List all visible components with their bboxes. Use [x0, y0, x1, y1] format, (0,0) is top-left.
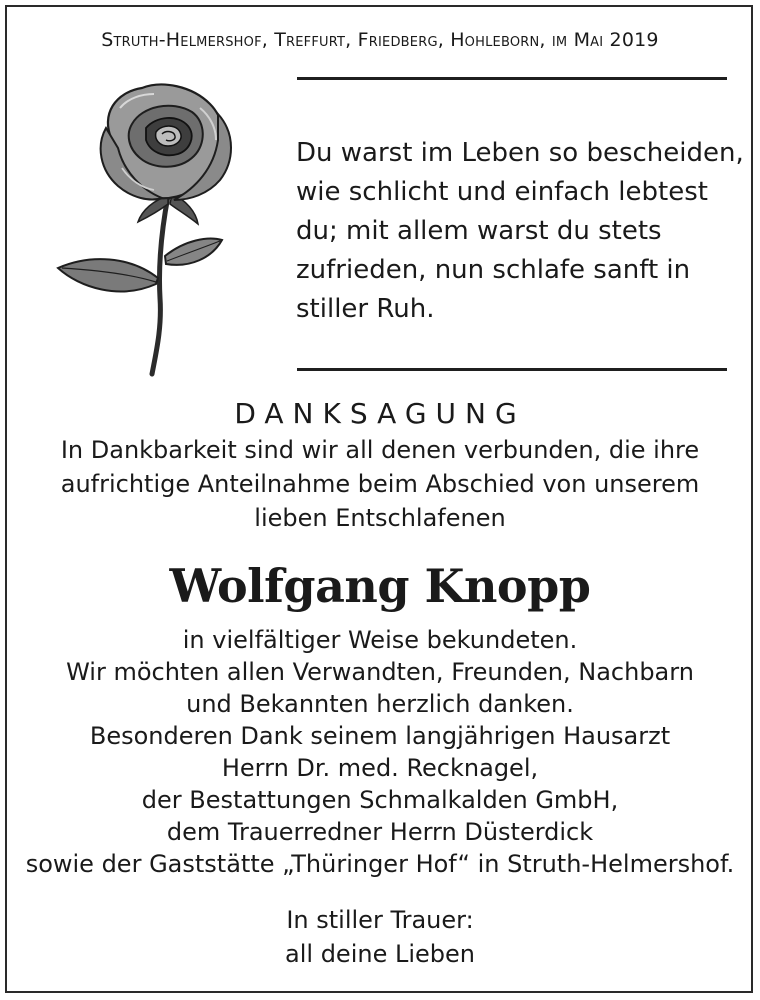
intro-line: aufrichtige Anteilnahme beim Abschied von unserem — [60, 470, 700, 498]
thanks-text — [0, 624, 760, 880]
poem-line: Du warst im Leben so bescheiden, — [296, 138, 744, 168]
intro-line: In Dankbarkeit sind wir all denen verbunden, die ihre — [60, 436, 700, 464]
thanks-line: Wir möchten allen Verwandten, Freunden, Nachbarn — [66, 658, 694, 686]
deceased-name: Wolfgang Knopp — [169, 559, 591, 613]
poem-line: stiller Ruh. — [296, 294, 435, 324]
bottom-divider — [297, 368, 727, 371]
top-divider — [297, 77, 727, 80]
closing-signature — [0, 903, 760, 971]
rose-icon — [50, 78, 250, 378]
thanks-line: sowie der Gaststätte „Thüringer Hof“ in Struth-Helmershof. — [25, 850, 735, 878]
thanks-line: Herrn Dr. med. Recknagel, — [221, 754, 539, 782]
poem-line: du; mit allem warst du stets — [296, 216, 662, 246]
thanks-line: Besonderen Dank seinem langjährigen Hausarzt — [89, 722, 671, 750]
poem-line: wie schlicht und einfach lebtest — [296, 177, 708, 207]
notice-title: DANKSAGUNG — [234, 397, 526, 430]
intro-line: lieben Entschlafenen — [254, 504, 506, 532]
closing-line: all deine Lieben — [285, 940, 475, 968]
thanks-line: in vielfältiger Weise bekundeten. — [182, 626, 578, 654]
intro-text — [0, 433, 760, 535]
thanks-line: und Bekannten herzlich danken. — [186, 690, 574, 718]
thanks-line: dem Trauerredner Herrn Düsterdick — [166, 818, 594, 846]
closing-line: In stiller Trauer: — [286, 906, 474, 934]
place-date-header: Struth-Helmershof, Treffurt, Friedberg, Hohleborn, im Mai 2019 — [101, 29, 659, 51]
memorial-poem — [296, 134, 744, 329]
poem-line: zufrieden, nun schlafe sanft in — [296, 255, 691, 285]
thanks-line: der Bestattungen Schmalkalden GmbH, — [141, 786, 619, 814]
